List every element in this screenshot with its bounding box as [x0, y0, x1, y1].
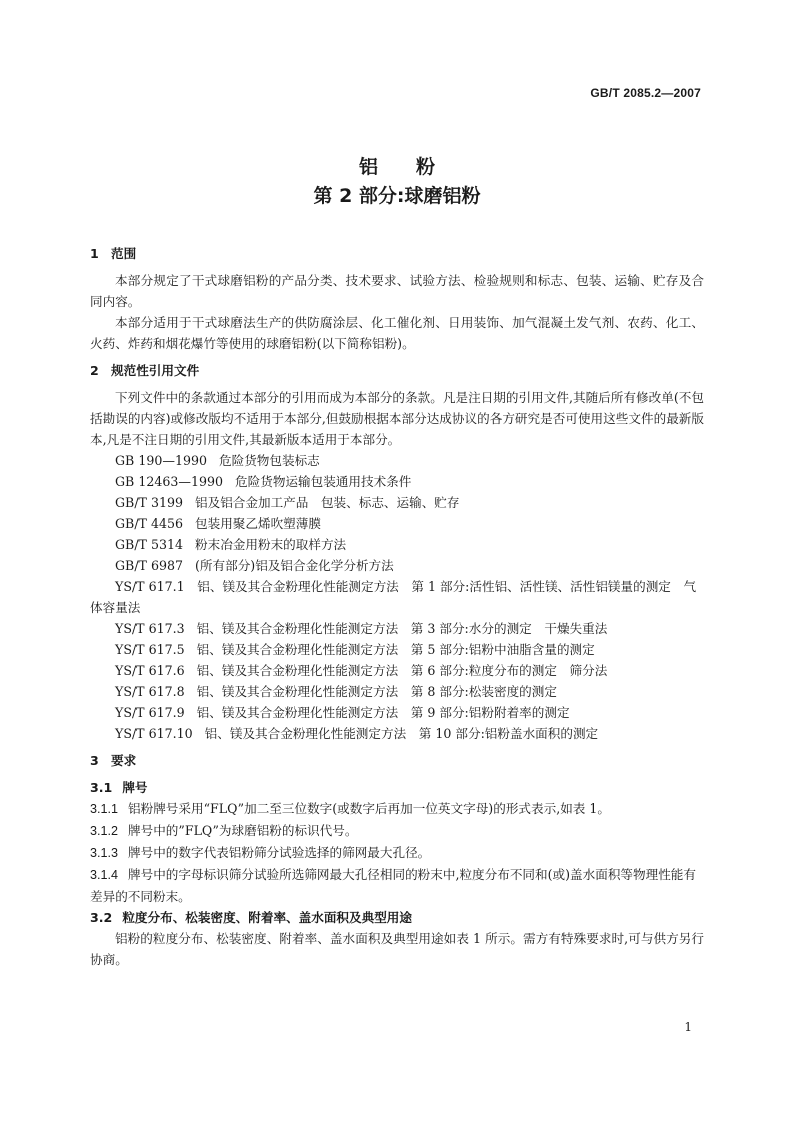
reference-item: [90, 681, 704, 702]
reference-code: GB/T 4456: [115, 516, 184, 531]
reference-code: YS/T 617.6: [115, 663, 185, 678]
reference-code: GB/T 6987: [115, 558, 184, 573]
reference-item: [90, 471, 704, 492]
reference-code: YS/T 617.3: [115, 621, 185, 636]
subsection-title: 牌号: [122, 780, 148, 795]
reference-item: [90, 450, 704, 471]
section-heading: [90, 360, 704, 381]
reference-item: [90, 702, 704, 723]
section-number: 2: [90, 363, 99, 378]
clause-text: 牌号中的”FLQ”为球磨铝粉的标识代号。: [128, 823, 358, 838]
reference-title: 包装用聚乙烯吹塑薄膜: [195, 516, 321, 531]
clause-text: 牌号中的字母标识筛分试验所选筛网最大孔径相同的粉末中,粒度分布不同和(或)盖水面积等物理性能有差异的不同粉末。: [90, 867, 696, 904]
clause: [90, 864, 704, 907]
reference-code: YS/T 617.10: [115, 726, 193, 741]
document-subtitle: 第 2 部分:球磨铝粉: [313, 185, 481, 207]
section-number: 1: [90, 246, 99, 261]
reference-item: [90, 492, 704, 513]
document-title: 铝粉: [358, 156, 473, 178]
paragraph: 本部分适用于干式球磨法生产的供防腐涂层、化工催化剂、日用装饰、加气混凝土发气剂、农药、化工、火药、炸药和烟花爆竹等使用的球磨铝粉(以下简称铝粉)。: [90, 315, 704, 351]
reference-title: 铝及铝合金加工产品 包装、标志、运输、贮存: [195, 495, 460, 510]
section-heading: [90, 243, 704, 264]
reference-title: 铝、镁及其合金粉理化性能测定方法 第 5 部分:铝粉中油脂含量的测定: [196, 642, 595, 657]
paragraph: 本部分规定了干式球磨铝粉的产品分类、技术要求、试验方法、检验规则和标志、包装、运输、贮存及合同内容。: [90, 273, 704, 309]
clause: [90, 798, 704, 820]
subsection-title: 粒度分布、松装密度、附着率、盖水面积及典型用途: [122, 910, 412, 925]
reference-title: 铝、镁及其合金粉理化性能测定方法 第 9 部分:铝粉附着率的测定: [196, 705, 570, 720]
page-number: 1: [684, 1020, 692, 1034]
reference-title: 铝、镁及其合金粉理化性能测定方法 第 6 部分:粒度分布的测定 筛分法: [196, 663, 608, 678]
clause-text: 铝粉牌号采用“FLQ”加二至三位数字(或数字后再加一位英文字母)的形式表示,如表 1。: [128, 801, 610, 816]
section-title: 要求: [111, 753, 137, 768]
reference-code: YS/T 617.8: [115, 684, 185, 699]
section-title: 范围: [111, 246, 137, 261]
reference-title: (所有部分)铝及铝合金化学分析方法: [195, 558, 394, 573]
paragraph: 下列文件中的条款通过本部分的引用而成为本部分的条款。凡是注日期的引用文件,其随后所有修改单(不包括勘误的内容)或修改版均不适用于本部分,但鼓励根据本部分达成协议的各方研究是否可使用这些文件的最新版本,凡是不注日期的引用文件,其最新版本适用于本部分。: [90, 390, 704, 447]
clause-text: 牌号中的数字代表铝粉筛分试验选择的筛网最大孔径。: [128, 845, 431, 860]
reference-item: [90, 534, 704, 555]
paragraph: 铝粉的粒度分布、松装密度、附着率、盖水面积及典型用途如表 1 所示。需方有特殊要求时,可与供方另行协商。: [90, 931, 704, 967]
reference-code: GB 12463—1990: [115, 474, 224, 489]
clause: [90, 820, 704, 842]
reference-item: [90, 576, 704, 618]
reference-title: 粉末冶金用粉末的取样方法: [195, 537, 347, 552]
reference-item: [90, 513, 704, 534]
subsection-number: 3.1: [90, 780, 113, 795]
clause: [90, 842, 704, 864]
standard-code: GB/T 2085.2—2007: [590, 86, 701, 100]
reference-code: YS/T 617.5: [115, 642, 185, 657]
reference-title: 铝、镁及其合金粉理化性能测定方法 第 1 部分:活性铝、活性镁、活性铝镁量的测定 气体容量法: [90, 579, 697, 615]
reference-item: [90, 639, 704, 660]
subsection-number: 3.2: [90, 910, 113, 925]
reference-title: 危险货物运输包装通用技术条件: [235, 474, 412, 489]
document-body: [90, 243, 704, 970]
reference-code: GB 190—1990: [115, 453, 207, 468]
section-heading: [90, 750, 704, 771]
reference-item: [90, 618, 704, 639]
reference-item: [90, 660, 704, 681]
clause-number: 3.1.4: [90, 868, 119, 882]
reference-item: [90, 555, 704, 576]
clause-number: 3.1.2: [90, 824, 119, 838]
subsection-heading: [90, 907, 704, 928]
reference-code: GB/T 5314: [115, 537, 184, 552]
reference-code: GB/T 3199: [115, 495, 184, 510]
clause-number: 3.1.3: [90, 846, 119, 860]
section-number: 3: [90, 753, 99, 768]
section-title: 规范性引用文件: [111, 363, 200, 378]
reference-code: YS/T 617.9: [115, 705, 185, 720]
subsection-heading: [90, 777, 704, 798]
reference-title: 危险货物包装标志: [219, 453, 320, 468]
reference-title: 铝、镁及其合金粉理化性能测定方法 第 8 部分:松装密度的测定: [196, 684, 557, 699]
reference-item: [90, 723, 704, 744]
reference-title: 铝、镁及其合金粉理化性能测定方法 第 3 部分:水分的测定 干燥失重法: [196, 621, 608, 636]
reference-code: YS/T 617.1: [115, 579, 185, 594]
reference-title: 铝、镁及其合金粉理化性能测定方法 第 10 部分:铝粉盖水面积的测定: [204, 726, 599, 741]
clause-number: 3.1.1: [90, 802, 119, 816]
